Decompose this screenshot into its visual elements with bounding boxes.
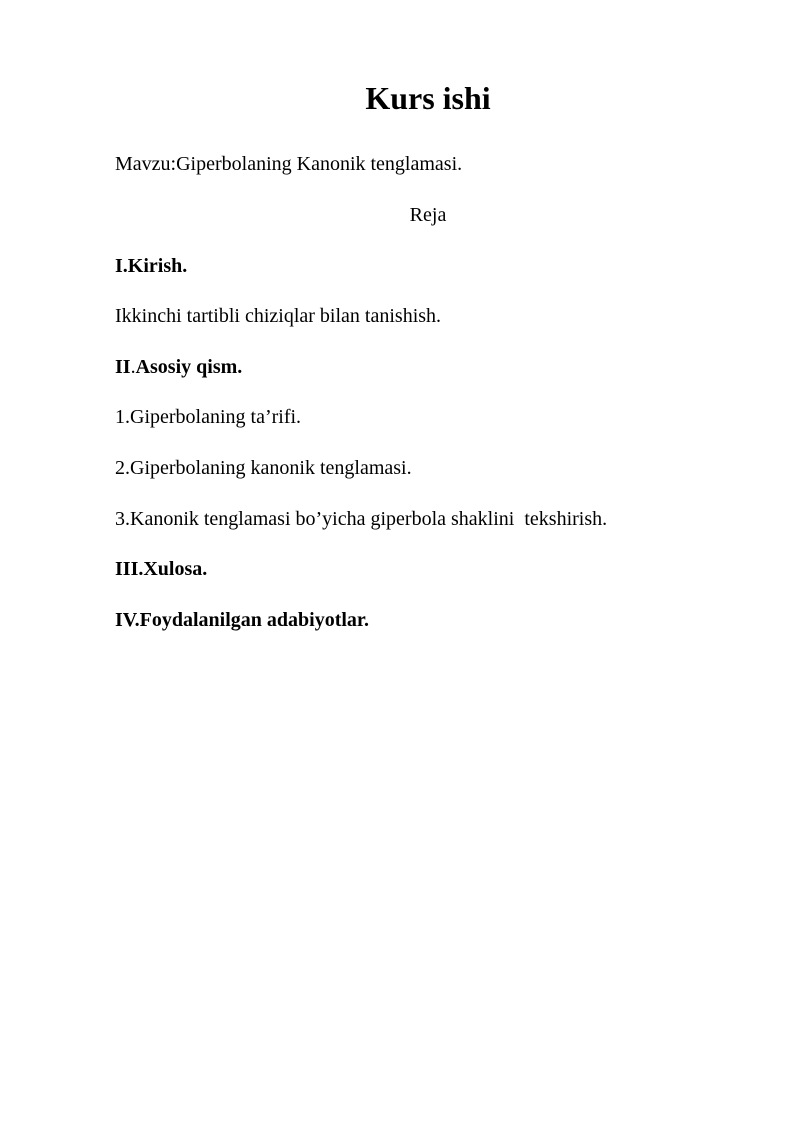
document-title: Kurs ishi <box>365 80 491 116</box>
topic-line: Mavzu:Giperbolaning Kanonik tenglamasi. <box>115 153 463 175</box>
section-2-dot: . <box>130 356 136 378</box>
section-1-heading: I.Kirish. <box>115 255 188 277</box>
plan-heading: Reja <box>409 204 447 226</box>
section-3-heading: III.Xulosa. <box>115 558 208 580</box>
section-2-heading <box>115 355 242 379</box>
section-4-heading: IV.Foydalanilgan adabiyotlar. <box>115 609 369 631</box>
section-1-item: Ikkinchi tartibli chiziqlar bilan tanishish. <box>115 305 442 327</box>
section-2-item-1: 1.Giperbolaning ta’rifi. <box>115 406 302 428</box>
section-2-number: II <box>115 356 131 378</box>
section-2-item-2: 2.Giperbolaning kanonik tenglamasi. <box>115 457 412 479</box>
section-2-item-3: 3.Kanonik tenglamasi bo’yicha giperbola shaklini tekshirish. <box>115 508 608 530</box>
section-2-title: Asosiy qism. <box>135 356 243 378</box>
